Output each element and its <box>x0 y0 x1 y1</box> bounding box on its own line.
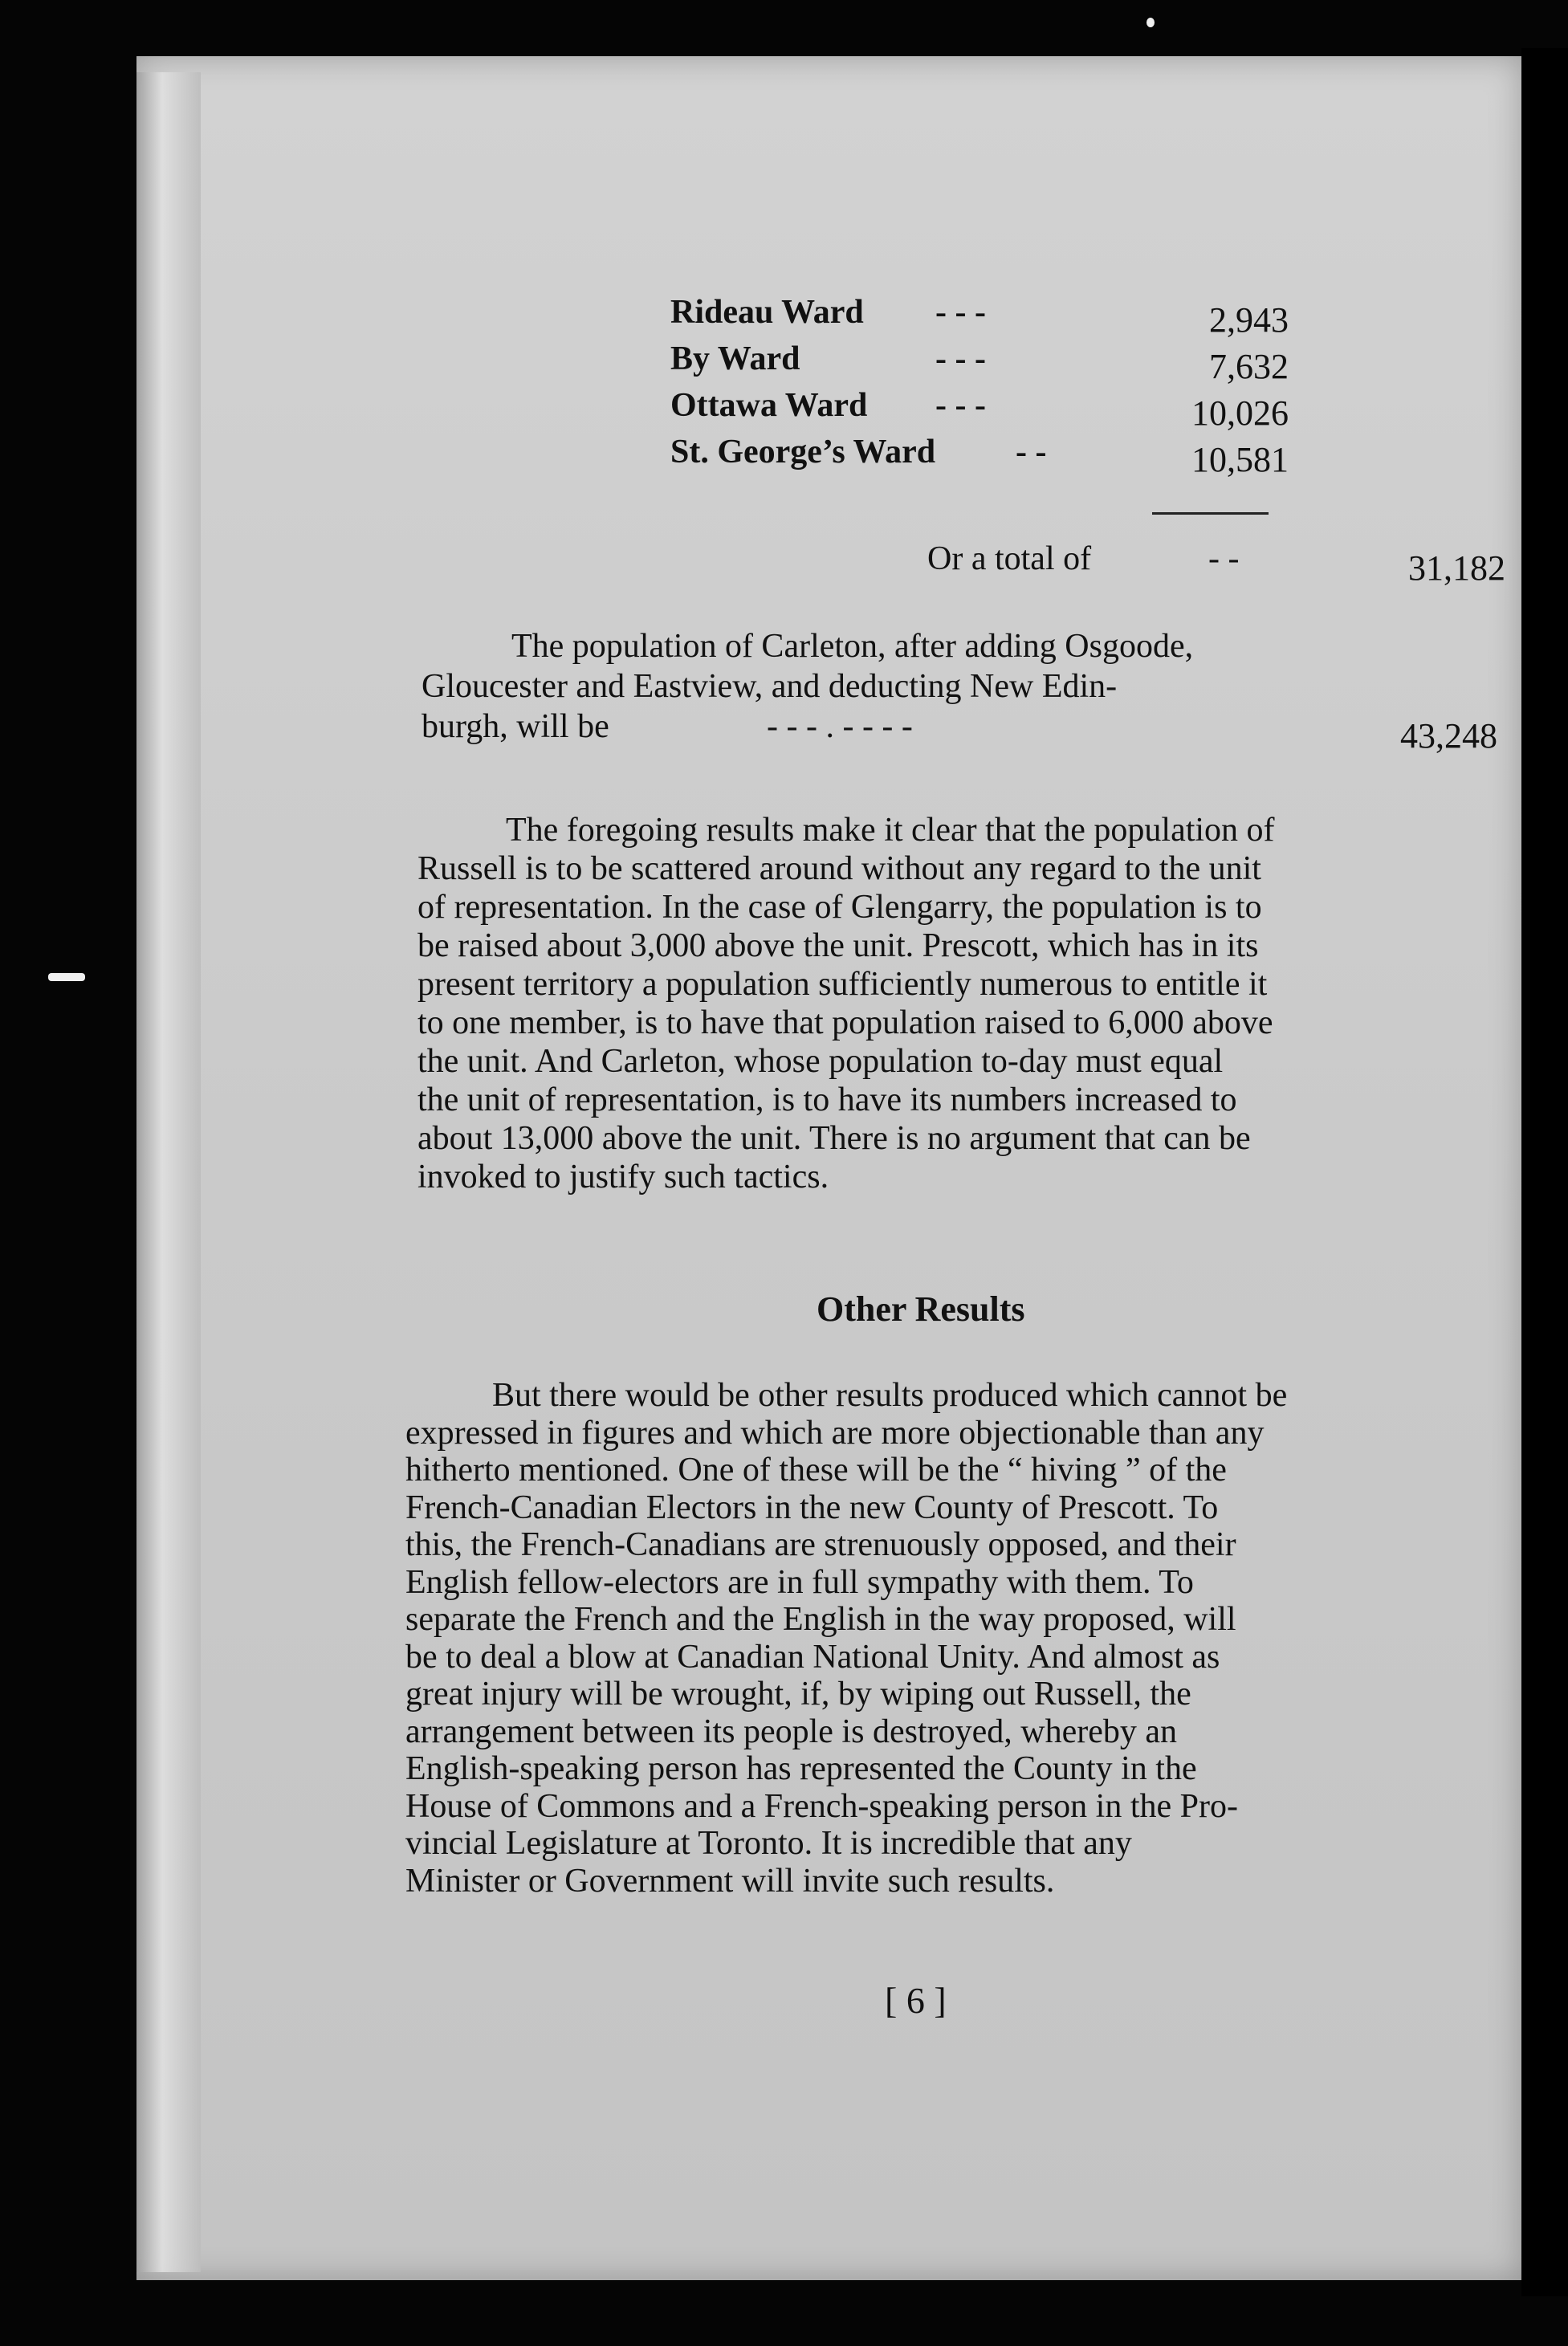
paragraph-line: be raised about 3,000 above the unit. Prescott, which has in its <box>417 927 1259 964</box>
carleton-total-value: 43,248 <box>1400 716 1497 756</box>
other-results-paragraph <box>405 1377 1501 1900</box>
paragraph-line: The foregoing results make it clear that the population of <box>506 812 1275 849</box>
ward-leader-dashes: - - - <box>935 387 986 424</box>
scan-artifact <box>1146 18 1155 27</box>
carleton-paragraph <box>422 626 1497 756</box>
scan-artifact <box>48 973 85 981</box>
paragraph-line: Gloucester and Eastview, and deducting New Edin- <box>422 668 1118 705</box>
paragraph-line: invoked to justify such tactics. <box>417 1159 829 1195</box>
paragraph-line: this, the French-Canadians are strenuously opposed, and their <box>405 1526 1236 1563</box>
total-row <box>927 540 1505 588</box>
paragraph-line: about 13,000 above the unit. There is no argument that can be <box>417 1120 1251 1157</box>
total-label: Or a total of <box>927 540 1092 577</box>
paragraph-line: House of Commons and a French-speaking person in the Pro- <box>405 1787 1238 1825</box>
paragraph-line <box>422 707 1497 756</box>
ward-name: By Ward <box>670 340 800 377</box>
paragraph-line: hitherto mentioned. One of these will be the “ hiving ” of the <box>405 1452 1227 1489</box>
ward-name: Ottawa Ward <box>670 387 868 424</box>
paragraph-line: But there would be other results produced which cannot be <box>492 1377 1288 1414</box>
paragraph-line: English-speaking person has represented the County in the <box>405 1750 1197 1787</box>
paragraph-line: to one member, is to have that population raised to 6,000 above <box>417 1004 1273 1041</box>
ward-name: Rideau Ward <box>670 294 864 331</box>
paragraph-line: of representation. In the case of Glengarry, the population is to <box>417 889 1262 926</box>
paragraph-line: arrangement between its people is destroyed, whereby an <box>405 1713 1177 1750</box>
total-value: 31,182 <box>1408 548 1505 588</box>
paragraph-line: the unit of representation, is to have its numbers increased to <box>417 1081 1237 1118</box>
paragraph-line: separate the French and the English in the way proposed, will <box>405 1601 1236 1638</box>
foregoing-paragraph <box>417 811 1501 1196</box>
paragraph-line: vincial Legislature at Toronto. It is incredible that any <box>405 1825 1132 1862</box>
total-leader-dashes: - - <box>1208 540 1240 577</box>
page-binding-edge <box>136 72 201 2272</box>
ward-name: St. George’s Ward <box>670 434 936 470</box>
ward-row <box>670 386 1289 433</box>
ward-row <box>670 340 1289 386</box>
ward-leader-dashes: - - - <box>935 340 986 377</box>
paragraph-line: great injury will be wrought, if, by wiping out Russell, the <box>405 1676 1191 1713</box>
paragraph-line: French-Canadian Electors in the new County of Prescott. To <box>405 1489 1219 1526</box>
ward-leader-dashes: - - - <box>935 294 986 331</box>
paragraph-line: Minister or Government will invite such results. <box>405 1862 1055 1900</box>
paragraph-line: expressed in figures and which are more objectionable than any <box>405 1414 1265 1452</box>
ward-leader-dashes: - - <box>1016 434 1047 470</box>
paragraph-line: The population of Carleton, after adding Osgoode, <box>511 628 1194 665</box>
ward-population: 10,581 <box>1191 440 1289 479</box>
sum-rule <box>1152 512 1269 515</box>
paragraph-line: be to deal a blow at Canadian National Unity. And almost as <box>405 1638 1220 1676</box>
section-heading: Other Results <box>817 1289 1025 1329</box>
paragraph-line: the unit. And Carleton, whose population to-day must equal <box>417 1043 1224 1080</box>
ward-row <box>670 293 1289 340</box>
ward-population: 10,026 <box>1191 393 1289 433</box>
page-number: [ 6 ] <box>885 1980 947 2021</box>
paragraph-line: Russell is to be scattered around without any regard to the unit <box>417 850 1261 887</box>
paragraph-line: present territory a population sufficiently numerous to entitle it <box>417 966 1268 1003</box>
ward-population: 7,632 <box>1209 347 1289 386</box>
ward-row <box>670 433 1289 479</box>
scan-border <box>1521 48 1568 2296</box>
ward-population: 2,943 <box>1209 300 1289 340</box>
carleton-leader-dashes: - - - . - - - - <box>767 708 913 745</box>
paragraph-line: English fellow-electors are in full sympathy with them. To <box>405 1563 1194 1601</box>
paragraph-line-text: burgh, will be <box>422 708 609 745</box>
